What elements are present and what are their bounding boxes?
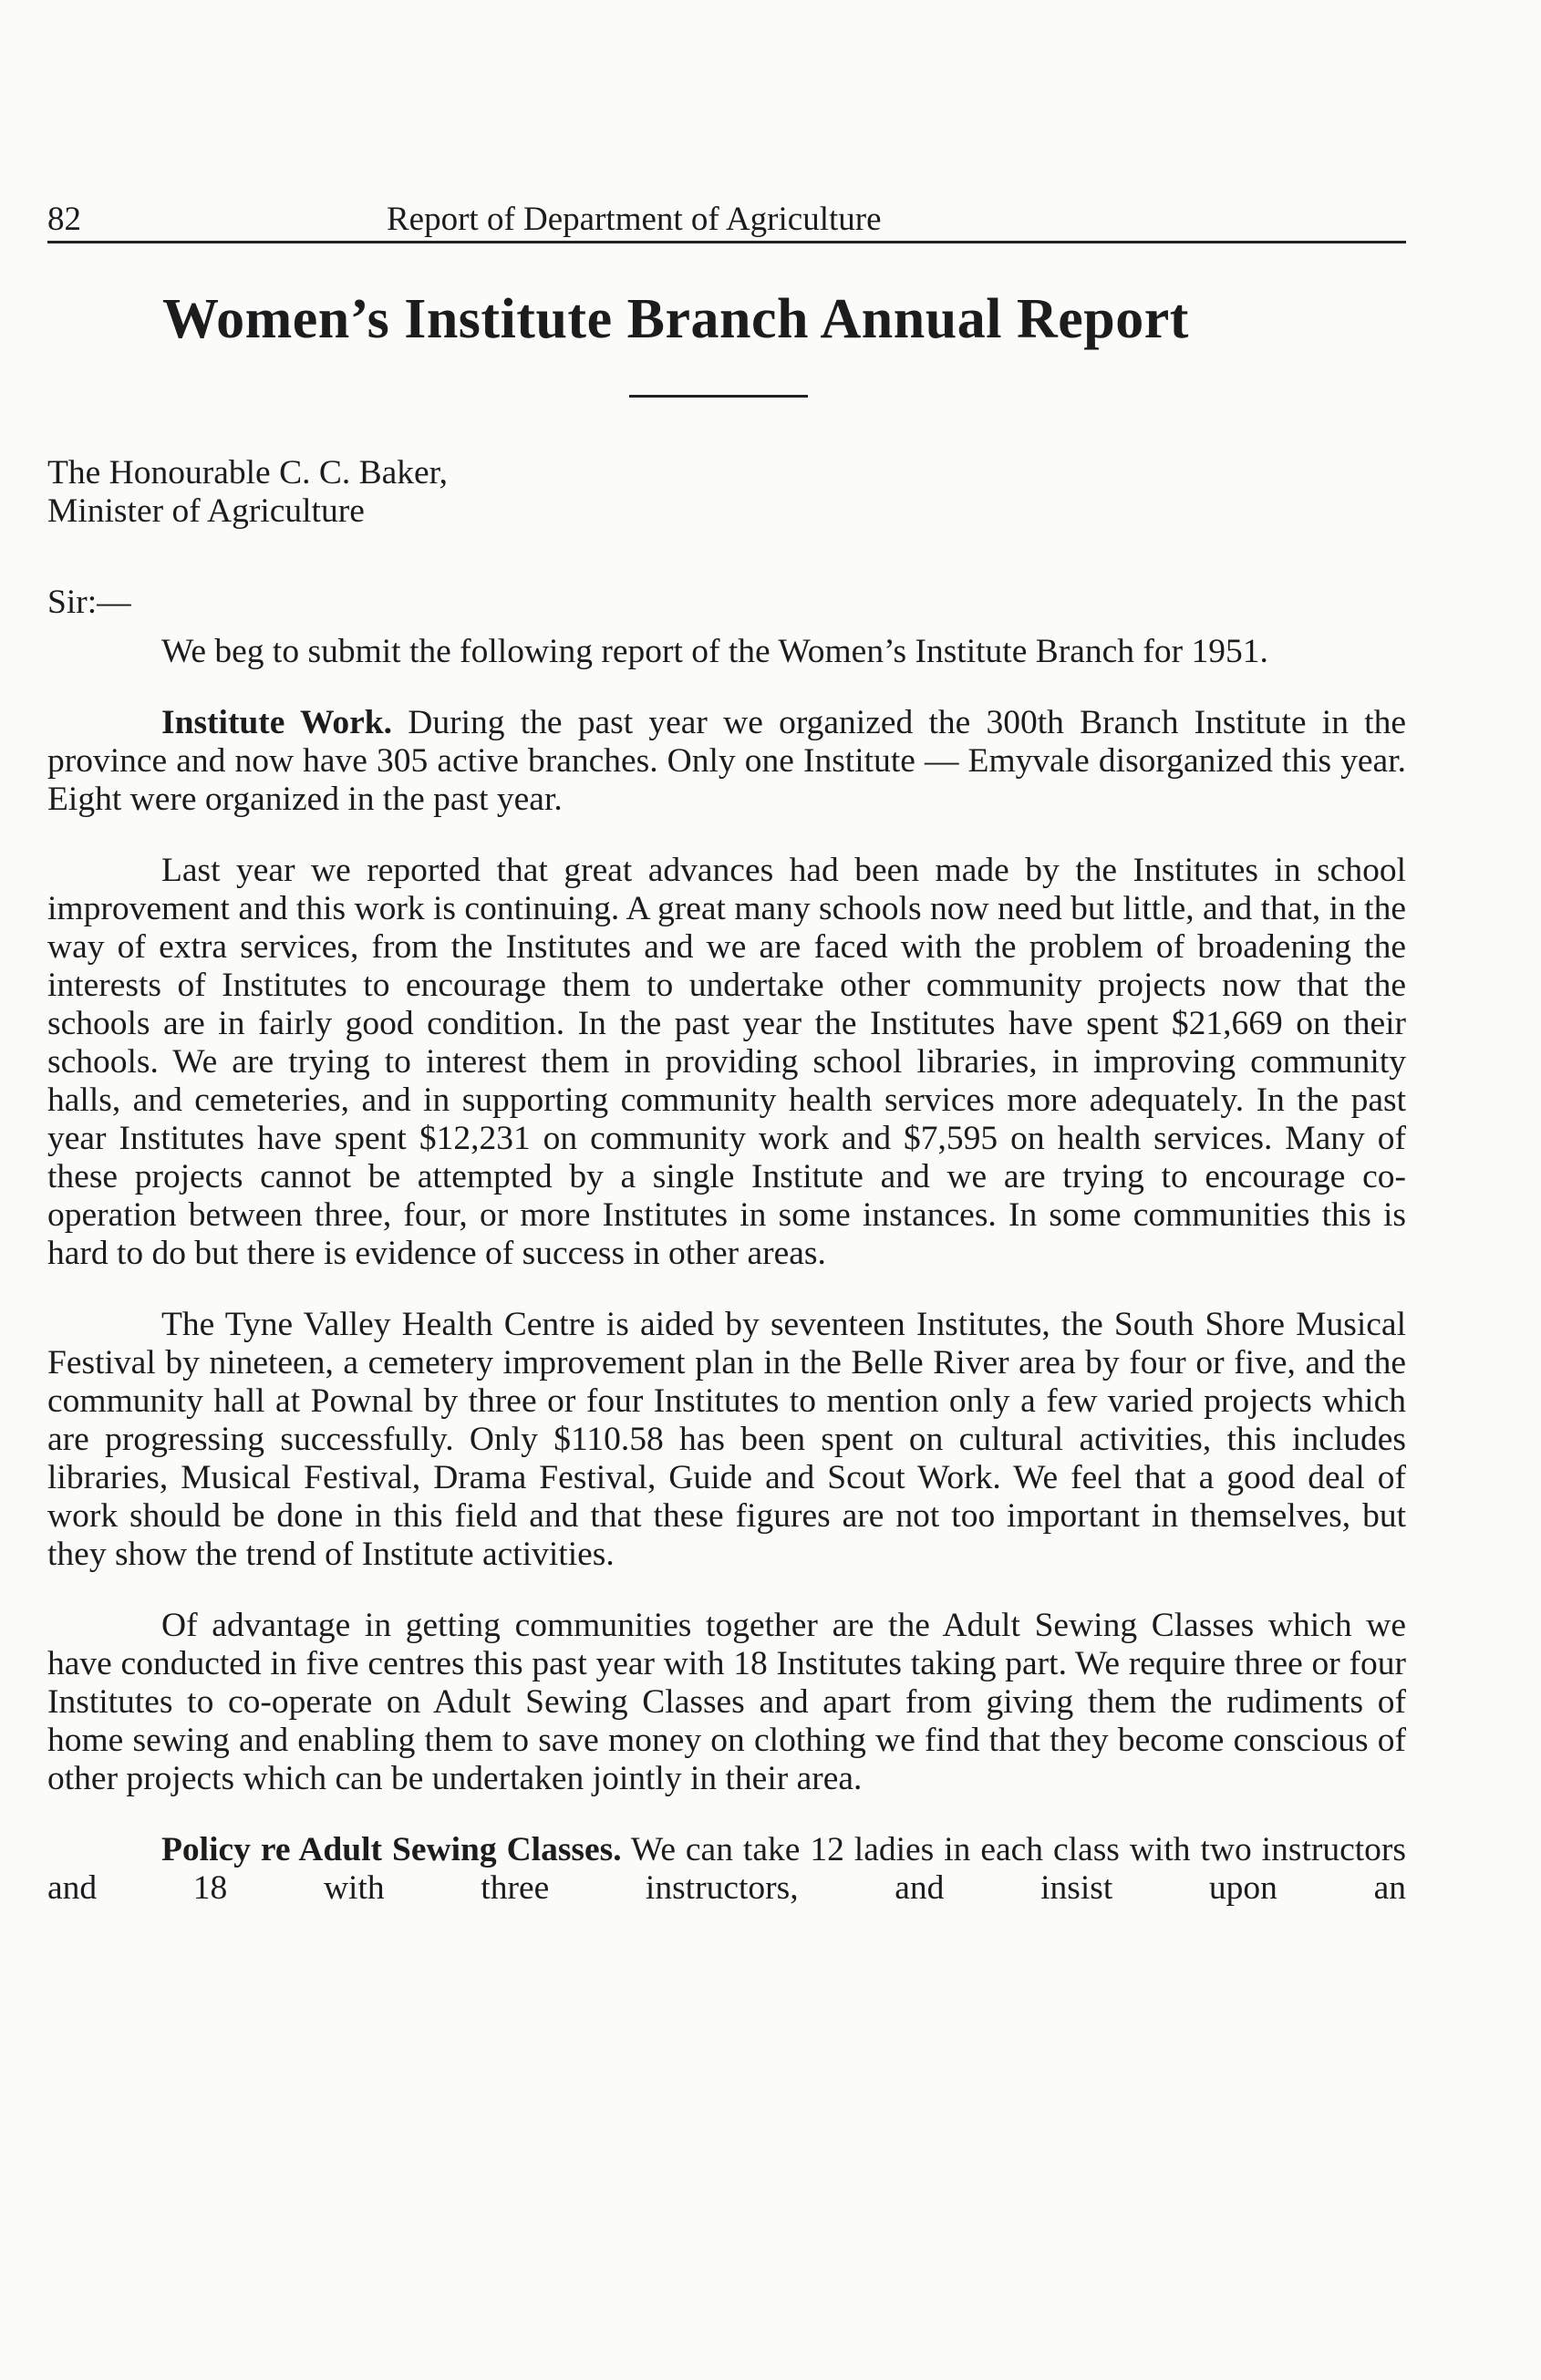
policy-heading: Policy re Adult Sewing Classes.: [161, 1831, 622, 1868]
report-title: Women’s Institute Branch Annual Report: [162, 288, 1189, 350]
addressee-name: The Honourable C. C. Baker,: [47, 454, 449, 492]
school-improvement-paragraph: Last year we reported that great advances had been made by the Institutes in school improvement and this work is continuing. A great many schools now need but little, and that, in the way of extra services, from the Institutes and we are faced with the problem of broadening the interests of Institutes to encourage them to undertake other community projects now that the schools are in fairly good condition. In the past year the Institutes have spent $21,669 on their schools. We are trying to interest them in providing school libraries, in improving community halls, and cemeteries, and in supporting community health services more adequately. In the past year Institutes have spent $12,231 on community work and $7,595 on health services. Many of these projects cannot be attempted by a single Institute and we are trying to encourage co-operation between three, four, or more Institutes in some instances. In some communities this is hard to do but there is evidence of success in other areas.: [47, 852, 1406, 1272]
report-body: [47, 633, 1406, 1908]
policy-text: We can take 12 ladies in each class with two instructors and 18 with three instructors, and insist upon an: [47, 1831, 1406, 1907]
addressee-block: [47, 454, 1406, 531]
salutation: Sir:—: [47, 584, 131, 621]
addressee-title: Minister of Agriculture: [47, 492, 365, 530]
institute-work-heading: Institute Work.: [161, 704, 393, 741]
policy-paragraph: [47, 1831, 1406, 1908]
running-header: [47, 199, 1406, 243]
title-rule: [629, 395, 808, 398]
adult-sewing-paragraph: Of advantage in getting communities together are the Adult Sewing Classes which we have conducted in five centres this past year with 18 Institutes taking part. We require three or four Institutes to co-operate on Adult Sewing Classes and apart from giving them the rudiments of home sewing and enabling them to save money on clothing we find that they become conscious of other projects which can be undertaken jointly in their area.: [47, 1607, 1406, 1797]
community-projects-paragraph: The Tyne Valley Health Centre is aided by seventeen Institutes, the South Shore Musical Festival by nineteen, a cemetery improvement plan in the Belle River area by four or five, and the community hall at Pownal by three or four Institutes to mention only a few varied projects which are progressing successfully. Only $110.58 has been spent on cultural activities, this includes libraries, Musical Festival, Drama Festival, Guide and Scout Work. We feel that a good deal of work should be done in this field and that these figures are not too important in themselves, but they show the trend of Institute activities.: [47, 1306, 1406, 1573]
running-title: Report of Department of Agriculture: [387, 201, 882, 238]
institute-work-paragraph: [47, 704, 1406, 819]
intro-paragraph: We beg to submit the following report of the Women’s Institute Branch for 1951.: [161, 633, 1268, 670]
institute-work-text: During the past year we organized the 300th Branch Institute in the province and now have 305 active branches. Only one Institute — Emyvale disorganized this year. Eight were organized in the past year.: [47, 704, 1406, 818]
page-number: 82: [47, 201, 81, 238]
